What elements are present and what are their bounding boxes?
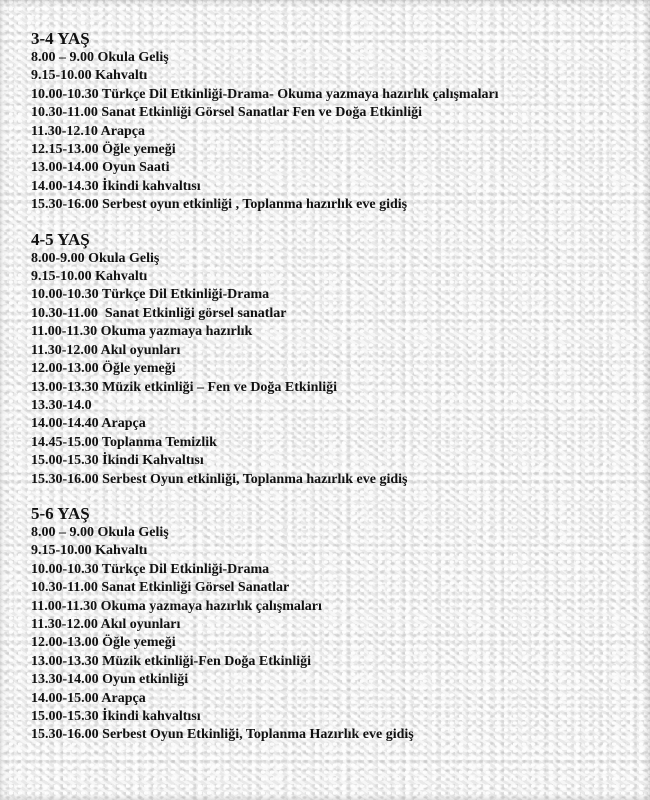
schedule-item: 10.30-11.00 Sanat Etkinliği Görsel Sanatlar Fen ve Doğa Etkinliği <box>31 105 423 121</box>
schedule-item: 11.00-11.30 Okuma yazmaya hazırlık <box>31 324 253 340</box>
schedule-item: 10.30-11.00 Sanat Etkinliği Görsel Sanatlar <box>31 580 290 596</box>
schedule-item: 10.00-10.30 Türkçe Dil Etkinliği-Drama <box>31 561 270 577</box>
schedule-item: 14.00-15.00 Arapça <box>31 690 146 706</box>
schedule-item: 13.00-13.30 Müzik etkinliği-Fen Doğa Etkinliği <box>31 653 312 669</box>
schedule-item: 8.00 – 9.00 Okula Geliş <box>31 50 169 65</box>
schedule-item: 13.30-14.00 Oyun etkinliği <box>31 672 189 688</box>
section-5-6 <box>31 504 630 745</box>
schedule-item: 13.30-14.0 <box>31 397 92 413</box>
schedule-item: 9.15-10.00 Kahvaltı <box>31 68 148 84</box>
schedule-item: 12.00-13.00 Öğle yemeği <box>31 635 176 651</box>
schedule-item: 11.30-12.00 Akıl oyunları <box>31 616 181 632</box>
schedule-item: 10.00-10.30 Türkçe Dil Etkinliği-Drama <box>31 287 270 303</box>
schedule-item: 8.00 – 9.00 Okula Geliş <box>31 524 169 540</box>
schedule-item: 9.15-10.00 Kahvaltı <box>31 543 148 559</box>
schedule-item: 8.00-9.00 Okula Geliş <box>31 250 160 266</box>
schedule-item: 15.00-15.30 İkindi kahvaltısı <box>31 709 201 724</box>
schedule-item: 15.30-16.00 Serbest oyun etkinliği , Toplanma hazırlık eve gidiş <box>31 197 408 213</box>
schedule-item: 9.15-10.00 Kahvaltı <box>31 269 148 285</box>
section-title: 3-4 YAŞ <box>31 29 90 48</box>
schedule-document <box>31 29 630 760</box>
schedule-item: 15.00-15.30 İkindi Kahvaltısı <box>31 453 204 469</box>
schedule-item: 15.30-16.00 Serbest Oyun etkinliği, Toplanma hazırlık eve gidiş <box>31 471 408 487</box>
schedule-item: 14.00-14.30 İkindi kahvaltısı <box>31 178 201 194</box>
schedule-item: 10.30-11.00 Sanat Etkinliği görsel sanatlar <box>31 305 287 321</box>
schedule-item: 14.45-15.00 Toplanma Temizlik <box>31 434 217 450</box>
schedule-item: 10.00-10.30 Türkçe Dil Etkinliği-Drama- Okuma yazmaya hazırlık çalışmaları <box>31 86 499 102</box>
schedule-item: 14.00-14.40 Arapça <box>31 416 146 432</box>
section-title: 5-6 YAŞ <box>31 503 90 523</box>
section-title: 4-5 YAŞ <box>31 229 90 249</box>
schedule-item: 13.00-14.00 Oyun Saati <box>31 160 170 176</box>
schedule-item: 12.00-13.00 Öğle yemeği <box>31 361 176 377</box>
schedule-item: 15.30-16.00 Serbest Oyun Etkinliği, Toplanma Hazırlık eve gidiş <box>31 727 414 743</box>
section-3-4 <box>31 29 630 215</box>
schedule-item: 11.30-12.00 Akıl oyunları <box>31 342 181 358</box>
schedule-item: 11.00-11.30 Okuma yazmaya hazırlık çalışmaları <box>31 598 322 614</box>
schedule-item: 11.30-12.10 Arapça <box>31 123 145 139</box>
schedule-item: 12.15-13.00 Öğle yemeği <box>31 142 176 158</box>
schedule-item: 13.00-13.30 Müzik etkinliği – Fen ve Doğa Etkinliği <box>31 379 338 395</box>
section-4-5 <box>31 230 630 489</box>
